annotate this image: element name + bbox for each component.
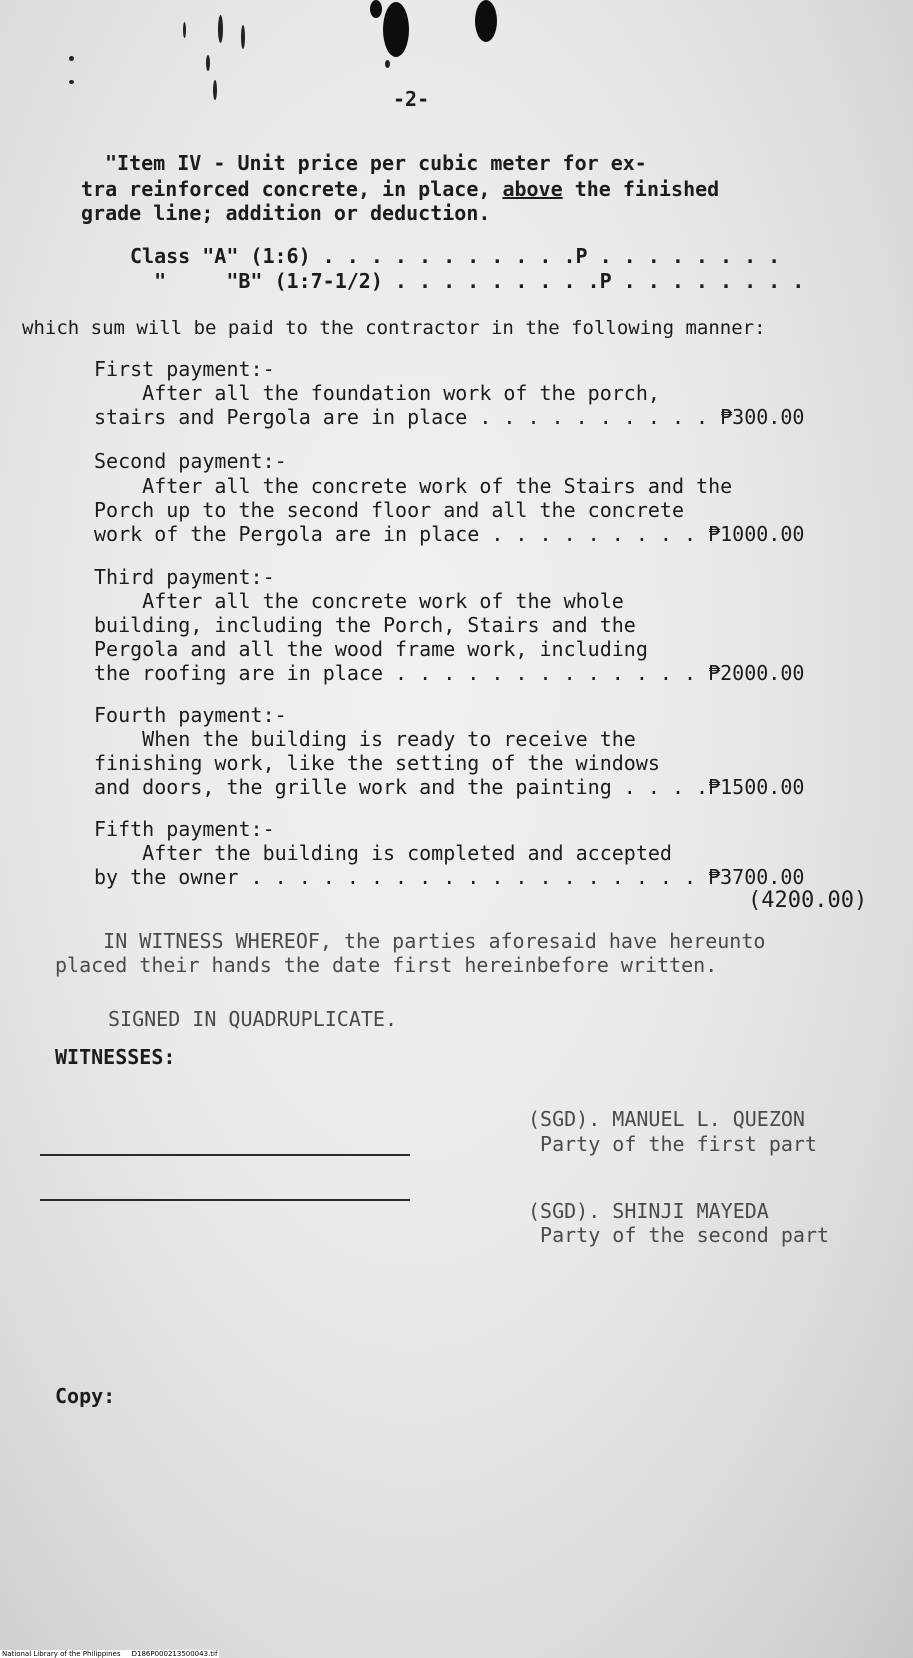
fourth-payment-heading: Fourth payment:- bbox=[94, 703, 287, 727]
first-party-name: (SGD). MANUEL L. QUEZON bbox=[528, 1107, 805, 1131]
third-payment-line-2: building, including the Porch, Stairs and the bbox=[94, 613, 636, 637]
second-payment-line-2: Porch up to the second floor and all the concrete bbox=[94, 498, 685, 522]
ink-blot-2 bbox=[475, 0, 497, 42]
second-payment-heading: Second payment:- bbox=[94, 449, 287, 473]
item-iv-line-2-end: the finished bbox=[562, 177, 720, 201]
class-a-line: Class "A" (1:6) . . . . . . . . . . .P . . . . . . . . bbox=[130, 244, 781, 268]
item-iv-line-2-start: tra reinforced concrete, in place, bbox=[81, 177, 503, 201]
ink-speck-2 bbox=[69, 80, 74, 84]
first-payment-line-1: After all the foundation work of the porch, bbox=[94, 381, 660, 405]
witnesses-label: WITNESSES: bbox=[55, 1045, 176, 1069]
second-payment-line-1: After all the concrete work of the Stairs and the bbox=[94, 474, 733, 498]
item-iv-underlined-word: above bbox=[502, 177, 563, 201]
fourth-payment-line-1: When the building is ready to receive the bbox=[94, 727, 636, 751]
fourth-payment-line-2: finishing work, like the setting of the windows bbox=[94, 751, 660, 775]
signed-note: SIGNED IN QUADRUPLICATE. bbox=[108, 1007, 397, 1031]
fifth-payment-correction: (4200.00) bbox=[748, 888, 868, 913]
page-number: -2- bbox=[393, 87, 430, 111]
ink-speck-6 bbox=[206, 55, 210, 71]
witness-clause-line-1: IN WITNESS WHEREOF, the parties aforesaid have hereunto bbox=[55, 929, 766, 953]
payment-intro-text: which sum will be paid to the contractor in the following manner: bbox=[22, 317, 766, 339]
third-payment-line-4: the roofing are in place . . . . . . . . . . . . . ₱2000.00 bbox=[94, 661, 805, 685]
fourth-payment-line-3: and doors, the grille work and the painting . . . .₱1500.00 bbox=[94, 775, 805, 799]
second-party-name: (SGD). SHINJI MAYEDA bbox=[528, 1199, 769, 1223]
ink-blot-3 bbox=[370, 0, 382, 18]
first-payment-line-2: stairs and Pergola are in place . . . . . . . . . . ₱300.00 bbox=[94, 405, 805, 429]
third-payment-heading: Third payment:- bbox=[94, 565, 275, 589]
item-iv-line-1: "Item IV - Unit price per cubic meter for ex- bbox=[105, 151, 647, 175]
payment-intro bbox=[22, 317, 766, 339]
witness-signature-line-2 bbox=[40, 1199, 410, 1201]
second-party-role: Party of the second part bbox=[528, 1223, 830, 1247]
witness-clause-line-2: placed their hands the date first hereinbefore written. bbox=[55, 953, 718, 977]
ink-speck-7 bbox=[213, 80, 217, 100]
fifth-payment-line-1: After the building is completed and accepted bbox=[94, 841, 672, 865]
item-iv-line-2 bbox=[81, 178, 719, 200]
first-payment-heading: First payment:- bbox=[94, 357, 275, 381]
witness-signature-line-1 bbox=[40, 1154, 410, 1156]
fifth-payment-line-2: by the owner . . . . . . . . . . . . . . . . . . . ₱3700.00 bbox=[94, 865, 805, 889]
ink-speck-5 bbox=[241, 25, 245, 49]
ink-speck-8 bbox=[385, 60, 390, 68]
ink-speck-1 bbox=[69, 56, 74, 61]
archive-footer: National Library of the Philippines D186P000213500043.tif bbox=[2, 1650, 218, 1658]
class-b-line: " "B" (1:7-1/2) . . . . . . . . .P . . . . . . . . bbox=[130, 269, 805, 293]
third-payment-line-1: After all the concrete work of the whole bbox=[94, 589, 624, 613]
item-iv-line-3: grade line; addition or deduction. bbox=[81, 201, 491, 225]
fifth-payment-heading: Fifth payment:- bbox=[94, 817, 275, 841]
first-party-role: Party of the first part bbox=[528, 1132, 817, 1156]
second-payment-line-3: work of the Pergola are in place . . . . . . . . . ₱1000.00 bbox=[94, 522, 805, 546]
copy-label: Copy: bbox=[55, 1384, 116, 1408]
ink-speck-4 bbox=[218, 15, 223, 43]
third-payment-line-3: Pergola and all the wood frame work, including bbox=[94, 637, 648, 661]
ink-speck-3 bbox=[183, 22, 186, 38]
ink-blot-1 bbox=[383, 2, 409, 57]
